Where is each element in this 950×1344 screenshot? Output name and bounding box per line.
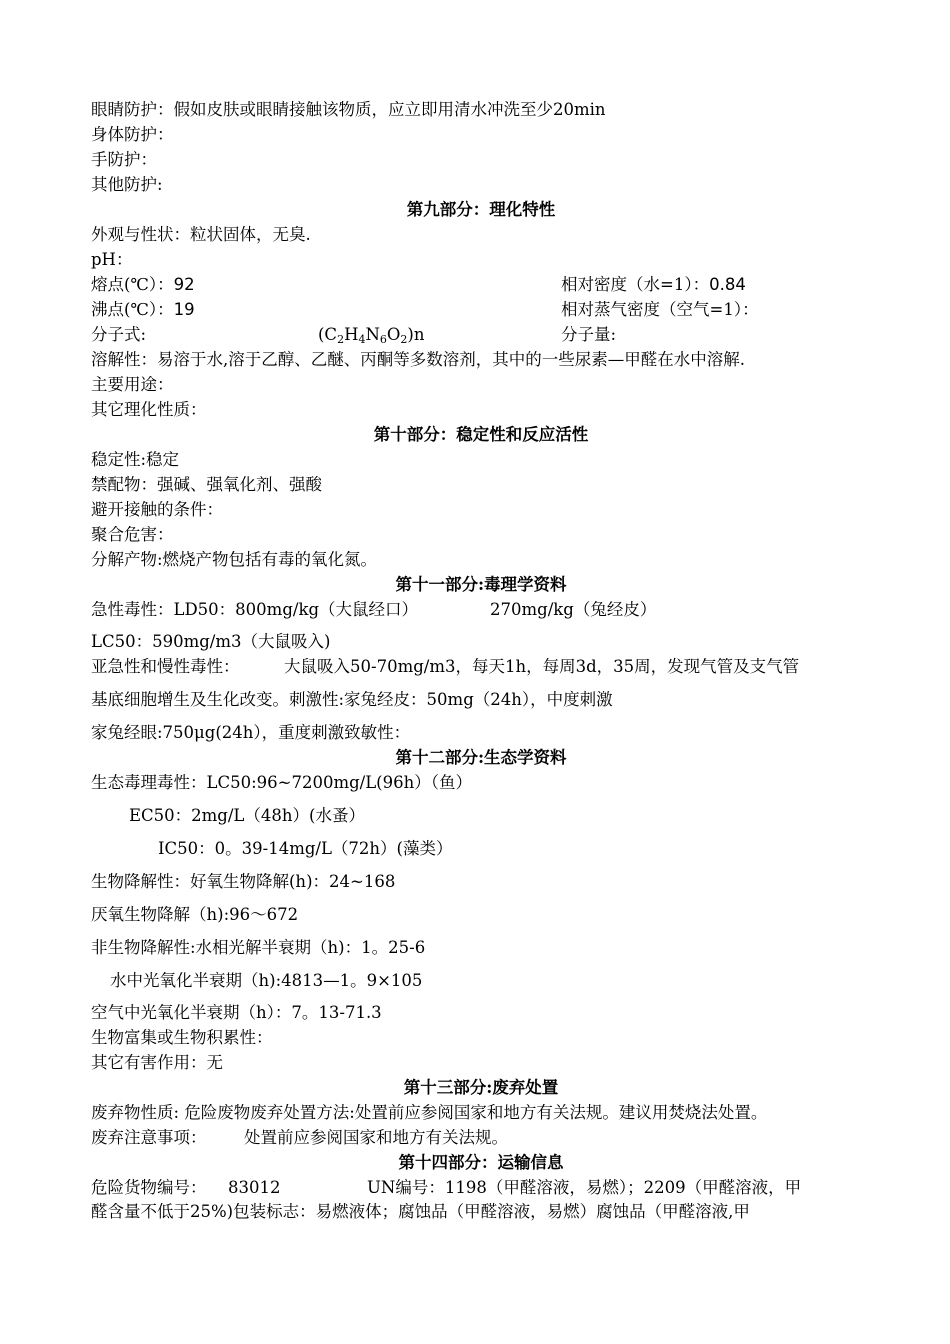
section14-title: 第十四部分：运输信息 — [398, 1153, 564, 1172]
subacute-continued: 基底细胞增生及生化改变。刺激性:家兔经皮：50mg（24h），中度刺激 — [91, 690, 613, 709]
stability: 稳定性:稳定 — [91, 450, 180, 469]
ec50: EC50：2mg/L（48h）(水蚤） — [129, 806, 365, 825]
waste-nature: 废弃物性质: 危险废物废弃处置方法:处置前应参阅国家和地方有关法规。建议用焚烧法处置。 — [91, 1103, 768, 1122]
water-photooxidation: 水中光氧化半衰期（h):4813—1。9×105 — [110, 971, 423, 990]
subacute-label: 亚急性和慢性毒性： — [91, 657, 240, 676]
lc50-inhalation: LC50：590mg/m3（大鼠吸入) — [91, 632, 331, 651]
conditions-to-avoid: 避开接触的条件： — [91, 500, 223, 519]
disposal-notes-label: 废弃注意事项： — [91, 1128, 207, 1147]
bioaccumulation: 生物富集或生物积累性： — [91, 1028, 273, 1047]
section12-title: 第十二部分:生态学资料 — [395, 748, 567, 767]
ic50: IC50：0。39-14mg/L（72h）(藻类） — [158, 839, 453, 858]
decomposition-products: 分解产物:燃烧产物包括有毒的氧化氮。 — [91, 550, 378, 569]
formula-label: 分子式: — [91, 325, 147, 344]
packaging-label: 醛含量不低于25%)包装标志：易燃液体；腐蚀品（甲醛溶液，易燃）腐蚀品（甲醛溶液,甲 — [91, 1202, 750, 1221]
body-protection: 身体防护： — [91, 125, 174, 144]
main-uses: 主要用途： — [91, 375, 174, 394]
section13-title: 第十三部分:废弃处置 — [403, 1078, 559, 1097]
melting-label: 熔点(℃）： — [91, 275, 174, 294]
air-photooxidation: 空气中光氧化半衰期（h）：7。13-71.3 — [91, 1003, 382, 1022]
molecular-formula: $(C_2H_4N_6O_2)n$ — [318, 325, 425, 346]
rel-density-value: 0.84 — [709, 275, 746, 294]
acute-toxicity-ld50: 急性毒性：LD50：800mg/kg（大鼠经口） — [91, 600, 419, 619]
vapor-density: 相对蒸气密度（空气=1）： — [561, 300, 759, 319]
subacute-text: 大鼠吸入50-70mg/m3，每天1h，每周3d，35周，发现气管及支气管 — [284, 657, 800, 676]
melting-point — [91, 273, 195, 297]
disposal-notes-text: 处置前应参阅国家和地方有关法规。 — [244, 1128, 508, 1147]
section10-title: 第十部分：稳定性和反应活性 — [373, 425, 589, 444]
solubility: 溶解性：易溶于水,溶于乙醇、乙醚、丙酮等多数溶剂，其中的一些尿素—甲醛在水中溶解. — [91, 350, 745, 369]
incompatible-materials: 禁配物：强碱、强氧化剂、强酸 — [91, 475, 322, 494]
relative-density — [561, 273, 746, 297]
hand-protection: 手防护： — [91, 150, 157, 169]
ecotoxicity: 生态毒理毒性：LC50:96~7200mg/L(96h）（鱼） — [91, 773, 472, 792]
abiotic-degradation: 非生物降解性:水相光解半衰期（h)：1。25-6 — [91, 938, 426, 957]
molecular-weight: 分子量: — [561, 325, 617, 344]
other-harmful-effects: 其它有害作用：无 — [91, 1053, 223, 1072]
dangerous-goods-number: 83012 — [228, 1178, 281, 1197]
melting-value: 92 — [173, 275, 195, 294]
dangerous-goods-label: 危险货物编号： — [91, 1178, 207, 1197]
other-protection: 其他防护: — [91, 175, 163, 194]
acute-toxicity-ld50-dermal: 270mg/kg（兔经皮） — [490, 600, 657, 619]
section9-title: 第九部分：理化特性 — [406, 200, 556, 219]
un-number: UN编号：1198（甲醛溶液，易燃）；2209（甲醛溶液，甲 — [367, 1178, 802, 1197]
ph: pH： — [91, 250, 133, 269]
other-properties: 其它理化性质： — [91, 400, 207, 419]
appearance: 外观与性状：粒状固体，无臭. — [91, 225, 311, 244]
anaerobic-biodegradation: 厌氧生物降解（h):96～672 — [91, 905, 299, 924]
eye-protection: 眼睛防护：假如皮肤或眼睛接触该物质，应立即用清水冲洗至少20min — [91, 100, 606, 119]
polymerization-hazard: 聚合危害： — [91, 525, 174, 544]
boiling-point — [91, 298, 195, 322]
rel-density-label: 相对密度（水=1）： — [561, 275, 710, 294]
eye-irritation: 家兔经眼:750μg(24h），重度刺激致敏性： — [91, 723, 411, 742]
boiling-label: 沸点(℃）： — [91, 300, 174, 319]
boiling-value: 19 — [173, 300, 195, 319]
section11-title: 第十一部分:毒理学资料 — [395, 575, 567, 594]
biodegradability: 生物降解性：好氧生物降解(h)：24~168 — [91, 872, 396, 891]
